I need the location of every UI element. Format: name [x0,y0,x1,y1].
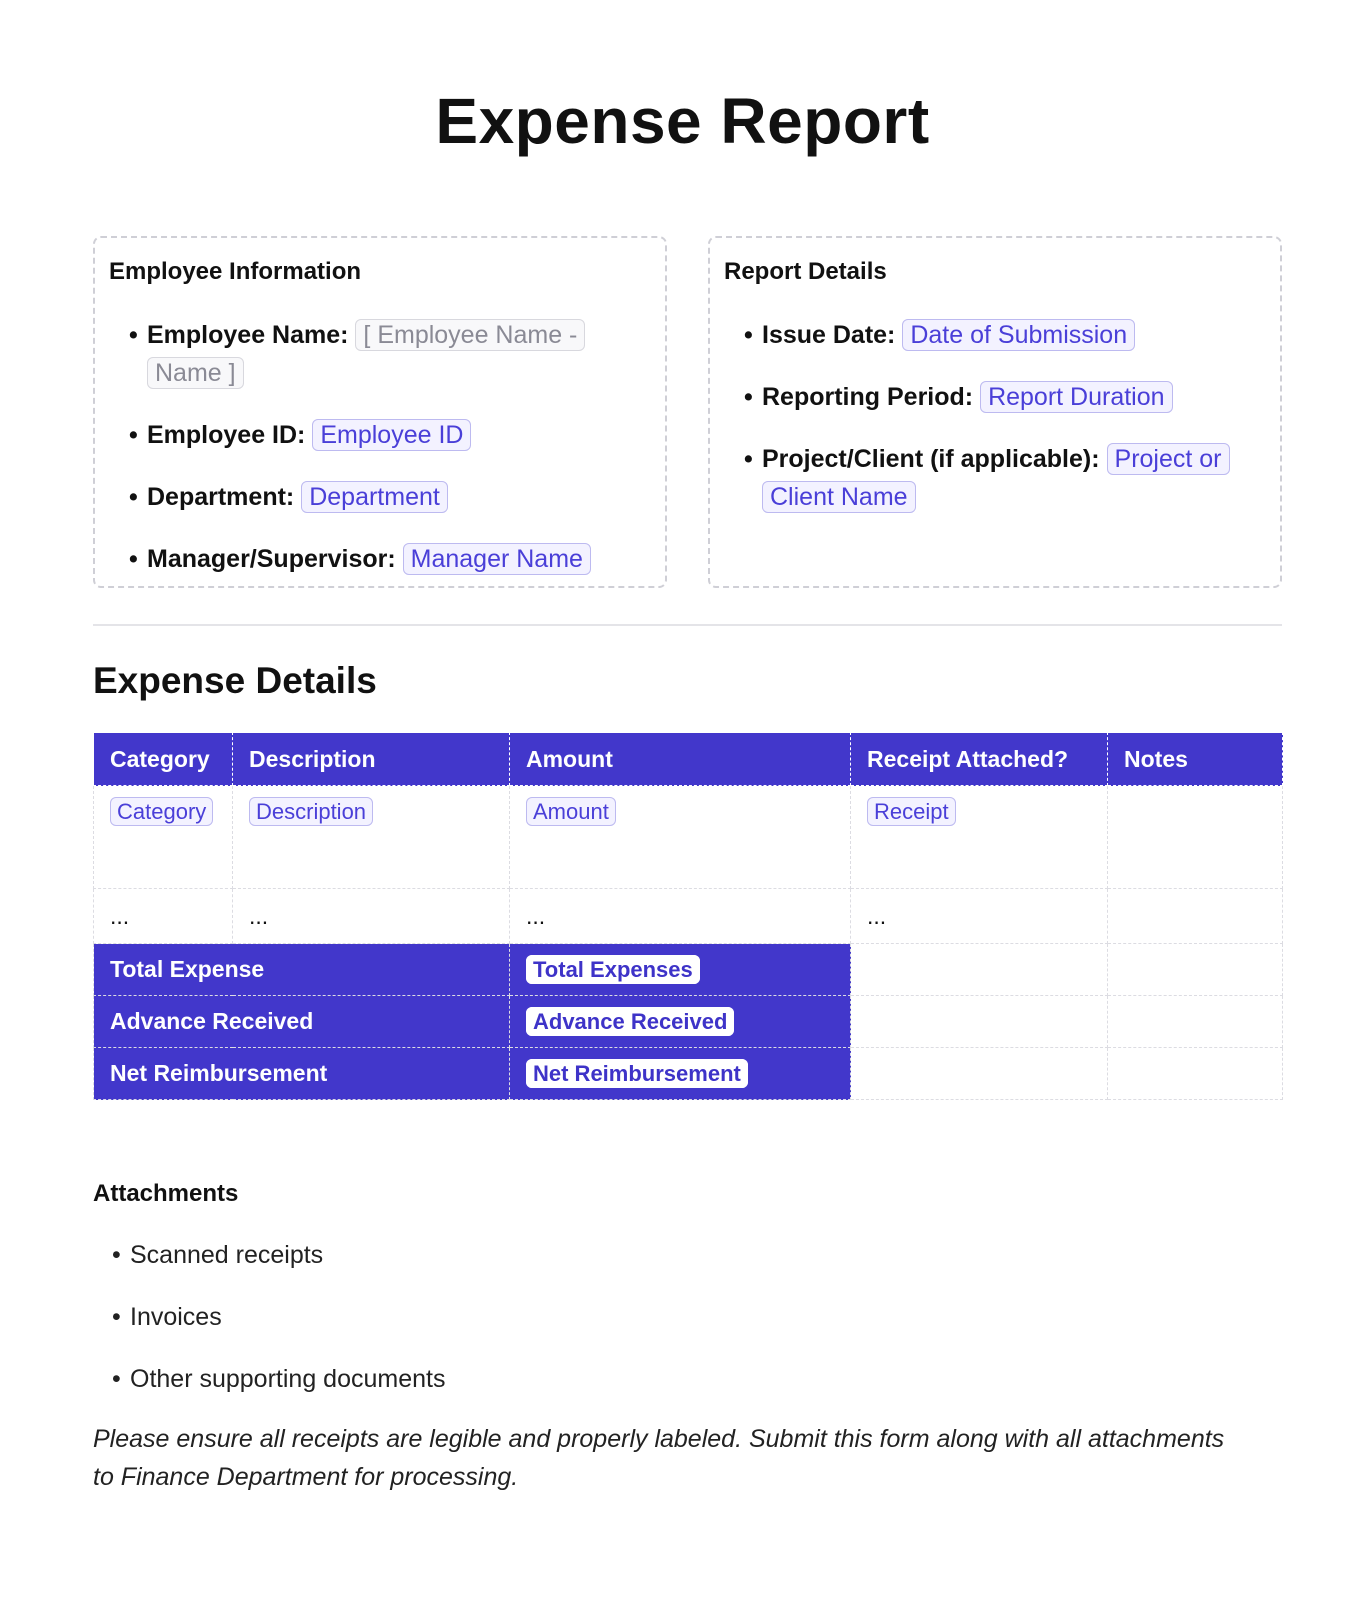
advance-received-cell [510,996,851,1048]
attachments-list [112,1236,445,1422]
receipt-cell [851,786,1108,889]
column-header-amount: Amount [510,733,851,786]
category-field[interactable]: Category [110,797,213,826]
empty-cell [851,944,1108,996]
total-expense-row [94,944,1283,996]
employee-name-field[interactable]: [ Employee Name - Name ] [147,319,585,389]
project-client-label: Project/Client (if applicable): [762,445,1100,473]
amount-cell [510,786,851,889]
manager-label: Manager/Supervisor: [147,545,396,573]
issue-date-item [744,316,1266,354]
advance-received-row [94,996,1283,1048]
category-cell: ... [94,889,233,944]
column-header-receipt: Receipt Attached? [851,733,1108,786]
description-field[interactable]: Description [249,797,373,826]
expense-table-header-row [94,733,1283,786]
description-cell [233,786,510,889]
department-label: Department: [147,483,295,511]
employee-name-item [129,316,651,392]
empty-cell [851,1048,1108,1100]
section-divider [93,624,1282,626]
list-item: • Invoices [112,1298,445,1336]
total-expense-cell [510,944,851,996]
list-item: • Scanned receipts [112,1236,445,1274]
total-expense-field[interactable]: Total Expenses [526,955,700,984]
total-expense-label: Total Expense [94,944,510,996]
expense-table [93,732,1283,1100]
empty-cell [851,996,1108,1048]
table-row [94,889,1283,944]
attachments-heading: Attachments [93,1180,239,1207]
net-reimbursement-label: Net Reimbursement [94,1048,510,1100]
issue-date-field[interactable]: Date of Submission [902,319,1135,351]
receipt-field[interactable]: Receipt [867,797,956,826]
notes-cell[interactable] [1108,786,1283,889]
notes-cell[interactable] [1108,889,1283,944]
advance-received-label: Advance Received [94,996,510,1048]
column-header-description: Description [233,733,510,786]
project-client-field[interactable]: Project or Client Name [762,443,1230,513]
manager-field[interactable]: Manager Name [403,543,591,575]
department-field[interactable]: Department [301,481,448,513]
list-item: • Other supporting documents [112,1360,445,1398]
employee-information-card [93,236,667,588]
issue-date-label: Issue Date: [762,321,896,349]
employee-name-label: Employee Name: [147,321,349,349]
report-details-card [708,236,1282,588]
expense-details-heading: Expense Details [93,660,377,701]
net-reimbursement-row [94,1048,1283,1100]
empty-cell [1108,996,1283,1048]
reporting-period-field[interactable]: Report Duration [980,381,1172,413]
description-cell: ... [233,889,510,944]
employee-field-list [109,316,651,578]
employee-id-label: Employee ID: [147,421,306,449]
net-reimbursement-field[interactable]: Net Reimbursement [526,1059,748,1088]
amount-cell: ... [510,889,851,944]
employee-information-heading: Employee Information [109,258,362,285]
table-row [94,786,1283,889]
employee-id-item [129,416,651,454]
reporting-period-item [744,378,1266,416]
receipt-cell: ... [851,889,1108,944]
manager-item [129,540,651,578]
amount-field[interactable]: Amount [526,797,616,826]
submission-note: Please ensure all receipts are legible and properly labeled. Submit this form along with all attachments to Finance Department for processing. [93,1425,1225,1491]
reporting-period-label: Reporting Period: [762,383,974,411]
net-reimbursement-cell [510,1048,851,1100]
empty-cell [1108,1048,1283,1100]
column-header-notes: Notes [1108,733,1283,786]
employee-id-field[interactable]: Employee ID [312,419,471,451]
empty-cell [1108,944,1283,996]
page-title: Expense Report [435,85,930,157]
department-item [129,478,651,516]
column-header-category: Category [94,733,233,786]
category-cell [94,786,233,889]
report-field-list [724,316,1266,516]
project-client-item [744,440,1266,516]
report-details-heading: Report Details [724,258,887,285]
advance-received-field[interactable]: Advance Received [526,1007,734,1036]
